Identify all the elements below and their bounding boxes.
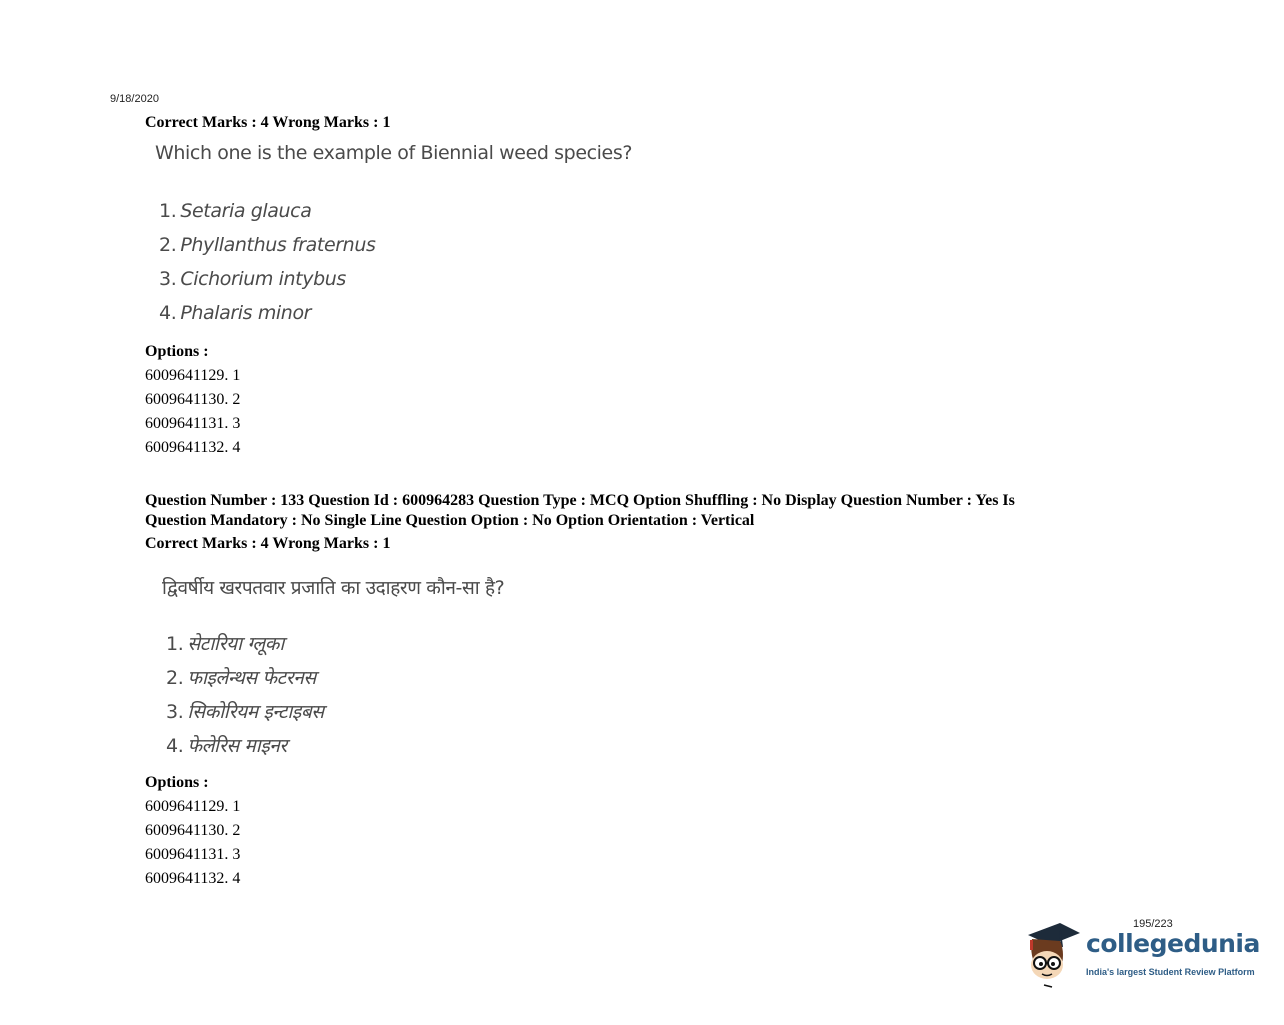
q1-option-id: 6009641130. 2 — [145, 391, 241, 408]
logo-tagline: India's largest Student Review Platform — [1086, 967, 1255, 977]
q2-options-label: Options : — [145, 774, 209, 791]
q2-option-id: 6009641130. 2 — [145, 822, 241, 839]
collegedunia-logo — [1020, 915, 1260, 990]
q1-option-id: 6009641129. 1 — [145, 367, 241, 384]
q2-option-ids — [145, 795, 240, 891]
q1-marks: Correct Marks : 4 Wrong Marks : 1 — [145, 114, 391, 131]
q1-options-label: Options : — [145, 343, 209, 360]
q2-choice-1: 1. सेटारिया ग्लूका — [166, 633, 284, 655]
q2-meta-line-2: Question Mandatory : No Single Line Question Option : No Option Orientation : Vertical — [145, 511, 755, 529]
q2-option-id: 6009641131. 3 — [145, 846, 241, 863]
q1-choice-3: 3. Cichorium intybus — [159, 268, 346, 290]
q2-choice-2: 2. फाइलेन्थस फेटरनस — [166, 667, 316, 689]
q1-option-id: 6009641131. 3 — [145, 415, 241, 432]
q2-choice-3: 3. सिकोरियम इन्टाइबस — [166, 701, 324, 723]
q2-choice-4: 4. फेलेरिस माइनर — [166, 735, 287, 757]
q2-marks: Correct Marks : 4 Wrong Marks : 1 — [145, 535, 391, 552]
q1-choice-2: 2. Phyllanthus fraternus — [159, 234, 376, 256]
q2-choice-list — [166, 627, 324, 763]
q1-question-text: Which one is the example of Biennial weed species? — [155, 142, 633, 164]
logo-wordmark: collegedunia — [1086, 929, 1260, 958]
q1-choice-1: 1. Setaria glauca — [159, 200, 312, 222]
mascot-icon — [1020, 917, 1084, 989]
print-date: 9/18/2020 — [110, 93, 159, 105]
q1-choice-list — [159, 194, 375, 330]
q2-metadata — [145, 491, 1105, 530]
q2-option-id: 6009641129. 1 — [145, 798, 241, 815]
q2-meta-line-1: Question Number : 133 Question Id : 600964283 Question Type : MCQ Option Shuffling : No Display Question Number : Yes Is — [145, 492, 1015, 509]
q2-option-id: 6009641132. 4 — [145, 870, 241, 887]
q1-choice-4: 4. Phalaris minor — [159, 302, 312, 324]
q1-option-ids — [145, 364, 240, 460]
q1-option-id: 6009641132. 4 — [145, 439, 241, 456]
page-number: 195/223 — [1133, 918, 1173, 930]
q2-question-text: द्विवर्षीय खरपतवार प्रजाति का उदाहरण कौन-सा है? — [162, 577, 505, 599]
